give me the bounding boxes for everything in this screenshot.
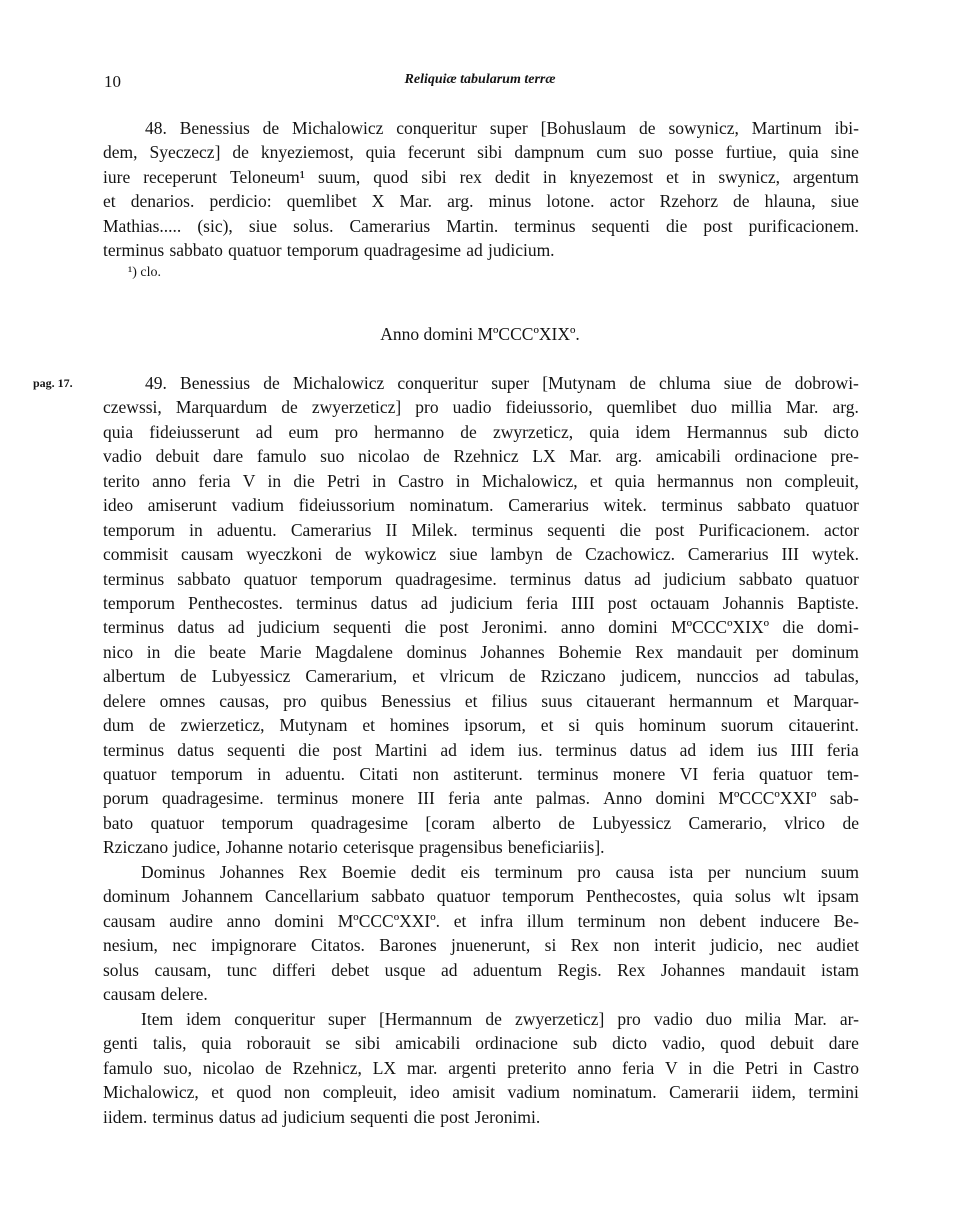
text-line: porum quadragesime. terminus monere III feria ante palmas. Anno domini MºCCCºXXIº sab- <box>103 788 859 809</box>
text-line: Mathias..... (sic), siue solus. Camerarius Martin. terminus sequenti die post purificacionem. <box>103 215 859 236</box>
text-line: dominum Johannem Cancellarium sabbato quatuor temporum Penthecostes, quia solus wlt ipsam <box>103 886 859 907</box>
year-heading: Anno domini MºCCCºXIXº. <box>380 324 580 344</box>
text-line: terito anno feria V in die Petri in Castro in Michalowicz, et quia hermannus non compleuit, <box>103 470 859 491</box>
text-line: terminus sabbato quatuor temporum quadragesime. terminus datus ad judicium sabbato quatuor <box>103 568 859 589</box>
text-line: quia fideiusserunt ad eum pro hermanno de zwyrzeticz, quia idem Hermannus sub dicto <box>103 421 859 442</box>
text-line: iidem. terminus datus ad judicium sequenti die post Jeronimi. <box>103 1106 541 1127</box>
text-line: causam audire anno domini MºCCCºXXIº. et infra illum terminum non debent inducere Be- <box>103 910 859 931</box>
margin-note: pag. 17. <box>33 376 73 390</box>
footnote: ¹) clo. <box>128 265 161 280</box>
running-title: Reliquiæ tabularum terræ <box>404 72 556 87</box>
text-line: et denarios. perdicio: quemlibet X Mar. arg. minus lotone. actor Rzehorz de hlauna, siue <box>103 191 859 212</box>
text-line: famulo suo, nicolao de Rzehnicz, LX mar. argenti preterito anno feria V in die Petri in Castro <box>103 1057 859 1078</box>
text-line: delere omnes causas, pro quibus Benessius et filius suus citauerant hermannum et Marquar- <box>103 690 859 711</box>
text-line: temporum in aduentu. Camerarius II Milek. terminus sequenti die post Purificacionem. actor <box>103 519 859 540</box>
text-line: quatuor temporum in aduentu. Citati non astiterunt. terminus monere VI feria quatuor tem- <box>103 764 859 784</box>
text-line: Item idem conqueritur super [Hermannum de zwyerzeticz] pro vadio duo milia Mar. ar- <box>141 1009 859 1029</box>
text-line: commisit causam wyeczkoni de wykowicz siue lambyn de Czachowicz. Camerarius III wytek. <box>103 544 859 565</box>
text-line: solus causam, tunc differi debet usque ad aduentum Regis. Rex Johannes mandauit istam <box>103 959 859 980</box>
text-line: genti talis, quia roborauit se sibi amicabili ordinacione sub dicto vadio, quod debuit dare <box>103 1033 859 1054</box>
text-line: temporum Penthecostes. terminus datus ad judicium feria IIII post octauam Johannis Baptiste. <box>103 592 859 613</box>
text-line: czewssi, Marquardum de zwyerzeticz] pro uadio fideiussorio, quemlibet duo millia Mar. arg. <box>103 397 859 418</box>
entry-49-paragraph-3 <box>103 1007 859 1129</box>
text-line: nico in die beate Marie Magdalene dominus Johannes Bohemie Rex mandauit per dominum <box>103 641 859 662</box>
page-number: 10 <box>104 72 121 91</box>
text-line: albertum de Lubyessicz Camerarium, et vlricum de Rziczano judicem, nunccios ad tabulas, <box>103 666 859 687</box>
text-line: iure receperunt Teloneum¹ suum, quod sibi rex dedit in knyezemost et in swynicz, argentum <box>103 166 859 187</box>
text-line: terminus datus sequenti die post Martini ad idem ius. terminus datus ad idem ius IIII feria <box>103 739 859 760</box>
text-line: terminus datus ad judicium sequenti die post Jeronimi. anno domini MºCCCºXIXº die domi- <box>103 617 859 638</box>
text-line: 49. Benessius de Michalowicz conqueritur super [Mutynam de chluma siue de dobrowi- <box>145 373 859 393</box>
text-line: vadio debuit dare famulo suo nicolao de Rzehnicz LX Mar. arg. amicabili ordinacione pre- <box>103 446 859 467</box>
text-line: Rziczano judice, Johanne notario ceterisque pragensibus beneficiariis]. <box>103 837 605 858</box>
entry-49-paragraph-1 <box>103 371 859 860</box>
text-line: nesium, nec impignorare Citatos. Barones jnuenerunt, si Rex non interit judicio, nec audiet <box>103 935 859 956</box>
text-line: Dominus Johannes Rex Boemie dedit eis terminum pro causa ista per nuncium suum <box>141 862 859 882</box>
text-line: dem, Syeczecz] de knyeziemost, quia fecerunt sibi dampnum cum suo posse furtiue, quia sine <box>103 142 859 163</box>
text-line: 48. Benessius de Michalowicz conqueritur super [Bohuslaum de sowynicz, Martinum ibi- <box>145 118 859 138</box>
entry-48 <box>103 116 859 263</box>
text-line: dum de zwierzeticz, Mutynam et homines ipsorum, et si quis hominum suorum citauerint. <box>103 715 859 736</box>
entry-49-paragraph-2 <box>103 860 859 1007</box>
text-line: ideo amiserunt vadium fideiussorium nominatum. Camerarius witek. terminus sabbato quatuor <box>103 495 859 516</box>
text-line: bato quatuor temporum quadragesime [coram alberto de Lubyessicz Camerario, vlrico de <box>103 812 859 833</box>
text-line: causam delere. <box>103 984 208 1005</box>
text-line: terminus sabbato quatuor temporum quadragesime ad judicium. <box>103 240 555 261</box>
text-line: Michalowicz, et quod non compleuit, ideo amisit vadium nominatum. Camerarii iidem, termini <box>103 1082 859 1103</box>
